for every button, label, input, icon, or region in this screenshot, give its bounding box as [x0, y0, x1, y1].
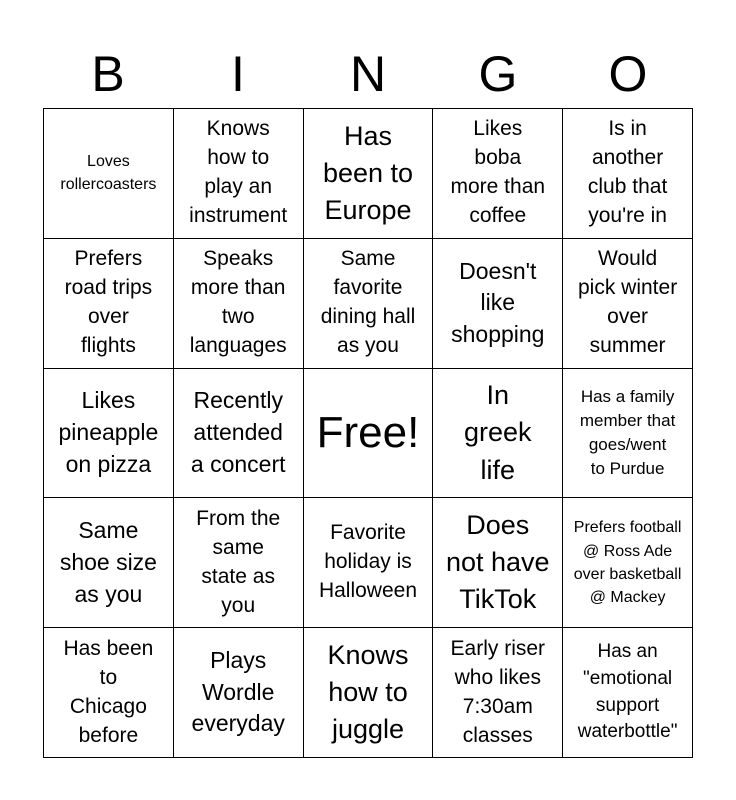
cell-text: Has been to Chicago before — [63, 636, 154, 747]
cell-text: Same favorite dining hall as you — [320, 247, 416, 358]
bingo-cell-free[interactable] — [304, 369, 434, 499]
cell-text: Knows how to juggle — [327, 639, 409, 745]
bingo-cell-r5c3[interactable] — [304, 628, 434, 758]
cell-text: Same shoe size as you — [59, 517, 157, 607]
cell-text: Prefers road trips over flights — [64, 247, 153, 358]
bingo-cell-r1c1[interactable] — [44, 109, 174, 239]
bingo-cell-r4c2[interactable] — [174, 498, 304, 628]
free-space-text: Free! — [316, 407, 420, 457]
bingo-cell-r2c1[interactable] — [44, 239, 174, 369]
cell-text: Likes boba more than coffee — [450, 117, 546, 228]
bingo-cell-r1c5[interactable] — [563, 109, 693, 239]
bingo-cell-r2c5[interactable] — [563, 239, 693, 369]
cell-text: Likes pineapple on pizza — [58, 387, 159, 477]
bingo-cell-r3c5[interactable] — [563, 369, 693, 499]
header-letter-b: B — [91, 46, 125, 102]
cell-text: Speaks more than two languages — [189, 247, 287, 358]
cell-text: Has an "emotional support waterbottle" — [577, 641, 678, 743]
bingo-cell-r3c1[interactable] — [44, 369, 174, 499]
bingo-cell-r1c4[interactable] — [433, 109, 563, 239]
bingo-cell-r1c3[interactable] — [304, 109, 434, 239]
header-letter-o: O — [608, 46, 648, 102]
bingo-cell-r2c3[interactable] — [304, 239, 434, 369]
bingo-cell-r5c5[interactable] — [563, 628, 693, 758]
cell-text: From the same state as you — [196, 506, 281, 617]
cell-text: Recently attended a concert — [190, 387, 286, 477]
bingo-cell-r3c2[interactable] — [174, 369, 304, 499]
cell-text: Knows how to play an instrument — [189, 117, 288, 228]
cell-text: Favorite holiday is Halloween — [318, 521, 418, 603]
cell-text: Loves rollercoasters — [60, 153, 157, 194]
cell-text: Does not have TikTok — [445, 509, 550, 615]
cell-text: Early riser who likes 7:30am classes — [450, 636, 546, 747]
cell-text: Has been to Europe — [322, 120, 414, 226]
bingo-cell-r3c4[interactable] — [433, 369, 563, 499]
bingo-cell-r4c5[interactable] — [563, 498, 693, 628]
header-letter-i: I — [231, 46, 245, 102]
cell-text: Would pick winter over summer — [577, 247, 678, 358]
cell-text: Prefers football @ Ross Ade over basketball @ Mackey — [573, 519, 682, 606]
bingo-cell-r5c4[interactable] — [433, 628, 563, 758]
cell-text: In greek life — [464, 380, 532, 485]
bingo-cell-r4c3[interactable] — [304, 498, 434, 628]
cell-text: Has a family member that goes/went to Purdue — [579, 387, 676, 478]
bingo-cell-r5c2[interactable] — [174, 628, 304, 758]
bingo-cell-r5c1[interactable] — [44, 628, 174, 758]
bingo-cell-r4c1[interactable] — [44, 498, 174, 628]
cell-text: Is in another club that you're in — [587, 117, 668, 228]
bingo-board — [43, 108, 693, 758]
header-letter-g: G — [478, 46, 518, 102]
bingo-cell-r2c4[interactable] — [433, 239, 563, 369]
header-letter-n: N — [349, 46, 387, 102]
cell-text: Plays Wordle everyday — [191, 646, 285, 737]
bingo-cell-r2c2[interactable] — [174, 239, 304, 369]
bingo-cell-r4c4[interactable] — [433, 498, 563, 628]
bingo-cell-r1c2[interactable] — [174, 109, 304, 239]
bingo-header — [43, 40, 693, 108]
cell-text: Doesn't like shopping — [451, 257, 545, 348]
